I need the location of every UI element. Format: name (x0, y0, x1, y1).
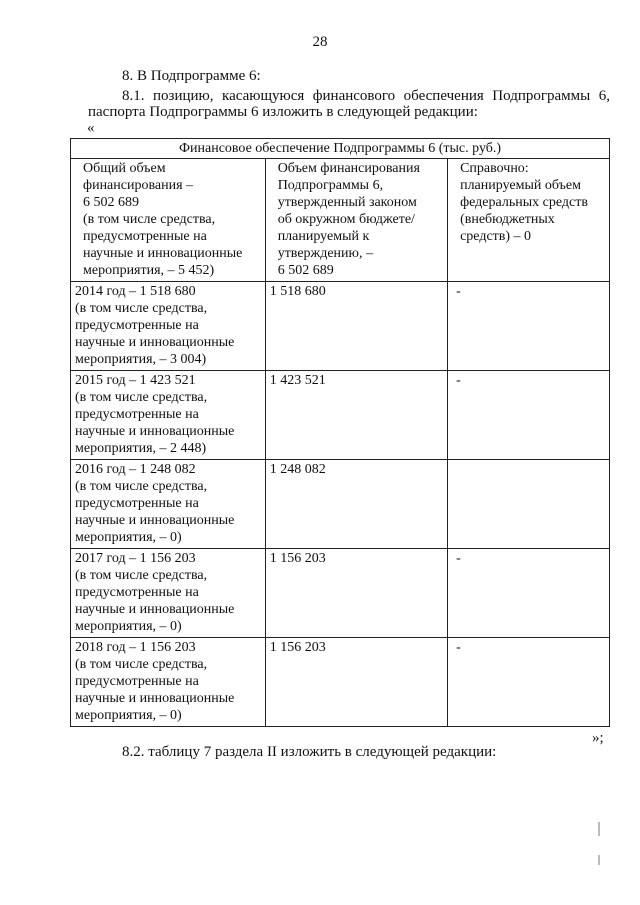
cell-total-2016 (71, 460, 266, 549)
cell-program-2015-text: 1 423 521 (269, 373, 326, 388)
table-row (71, 371, 610, 460)
cell-program-2016-text: 1 248 082 (269, 462, 326, 477)
section-heading-item-8: 8. В Подпрограмме 6: (122, 68, 261, 84)
cell-program-2015 (265, 371, 447, 460)
scan-margin-mark (598, 855, 600, 865)
opening-quote-mark: « (87, 120, 95, 136)
cell-reference-2014-text: - (456, 284, 461, 299)
cell-total-2017-text: 2017 год – 1 156 203 (в том числе средства, предусмотренные на научные и инновационные мероприятия, – 0) (75, 551, 235, 634)
cell-total-2015-text: 2015 год – 1 423 521 (в том числе средства, предусмотренные на научные и инновационные мероприятия, – 2 448) (75, 373, 235, 456)
cell-reference-2015-text: - (456, 373, 461, 388)
cell-program-2014-text: 1 518 680 (269, 284, 326, 299)
scan-margin-mark (598, 822, 600, 836)
closing-quote-mark: »; (592, 730, 604, 746)
cell-total-2018 (71, 638, 266, 727)
table-title: Финансовое обеспечение Подпрограммы 6 (тыс. руб.) (71, 139, 610, 159)
cell-total-2018-text: 2018 год – 1 156 203 (в том числе средства, предусмотренные на научные и инновационные мероприятия, – 0) (75, 640, 235, 723)
cell-total-2017 (71, 549, 266, 638)
cell-total-2015 (71, 371, 266, 460)
cell-total-2014-text: 2014 год – 1 518 680 (в том числе средства, предусмотренные на научные и инновационные мероприятия, – 3 004) (75, 284, 235, 367)
cell-program-2018 (265, 638, 447, 727)
header-total-financing-text: Общий объем финансирования – 6 502 689 (в том числе средства, предусмотренные на научные и инновационные мероприятия, – 5 452) (83, 161, 243, 278)
cell-reference-2018 (448, 638, 610, 727)
cell-program-2016 (265, 460, 447, 549)
cell-reference-2015 (448, 371, 610, 460)
cell-program-2017-text: 1 156 203 (269, 551, 326, 566)
header-reference-funds (448, 159, 610, 282)
page-number: 28 (312, 34, 328, 50)
financing-table (70, 138, 610, 727)
header-program-financing-text: Объем финансирования Подпрограммы 6, утвержденный законом об окружном бюджете/ планируемый к утверждению, – 6 502 689 (277, 161, 420, 278)
paragraph-8-2: 8.2. таблицу 7 раздела II изложить в следующей редакции: (122, 744, 497, 760)
paragraph-8-1-line-2: паспорта Подпрограммы 6 изложить в следующей редакции: (88, 104, 478, 120)
cell-reference-2017 (448, 549, 610, 638)
cell-program-2017 (265, 549, 447, 638)
cell-reference-2018-text: - (456, 640, 461, 655)
cell-program-2018-text: 1 156 203 (269, 640, 326, 655)
cell-total-2016-text: 2016 год – 1 248 082 (в том числе средства, предусмотренные на научные и инновационные мероприятия, – 0) (75, 462, 235, 545)
cell-reference-2014 (448, 282, 610, 371)
table-header-row (71, 159, 610, 282)
table-row (71, 460, 610, 549)
header-reference-funds-text: Справочно: планируемый объем федеральных средств (внебюджетных средств) – 0 (460, 161, 588, 244)
cell-reference-2016 (448, 460, 610, 549)
paragraph-8-1-line-1: 8.1. позицию, касающуюся финансового обеспечения Подпрограммы 6, (122, 88, 610, 104)
cell-reference-2017-text: - (456, 551, 461, 566)
table-row (71, 638, 610, 727)
header-total-financing (71, 159, 266, 282)
cell-program-2014 (265, 282, 447, 371)
table-title-row (71, 139, 610, 159)
table-row (71, 549, 610, 638)
cell-total-2014 (71, 282, 266, 371)
table-row (71, 282, 610, 371)
header-program-financing (265, 159, 447, 282)
